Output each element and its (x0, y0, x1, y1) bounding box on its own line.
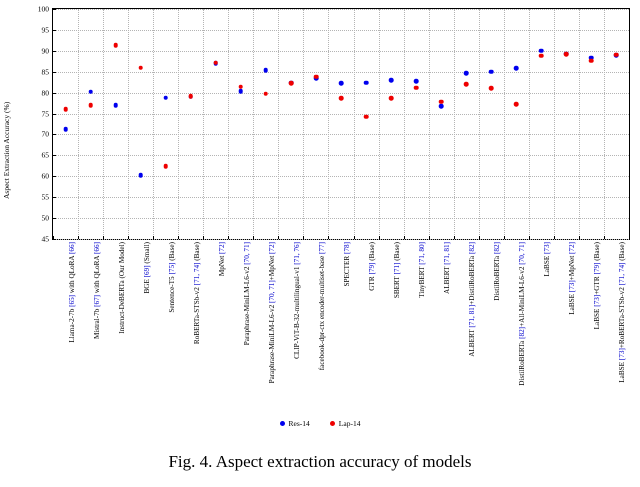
y-gridline (53, 239, 629, 240)
y-tick-label: 50 (41, 213, 49, 223)
y-gridline (53, 9, 629, 10)
y-tick-mark (53, 51, 56, 52)
x-gridline (404, 9, 405, 239)
x-gridline (379, 9, 380, 239)
y-tick-label: 75 (41, 109, 49, 119)
y-gridline (53, 155, 629, 156)
data-point (339, 81, 344, 86)
x-gridline (228, 9, 229, 239)
x-tick-mark (178, 236, 179, 239)
y-gridline (53, 30, 629, 31)
x-gridline (303, 9, 304, 239)
x-tick-label: ALBERT [71, 81]+DistilRoBERTa [82] (468, 242, 477, 357)
data-point (239, 89, 244, 94)
data-point (213, 60, 218, 65)
x-tick-label: facebook-dpr-ctx encoder-multiset-base [77] (317, 242, 326, 371)
data-point (439, 104, 444, 109)
x-tick-mark (354, 236, 355, 239)
data-point (113, 103, 118, 108)
x-tick-label: LaBSE [73]+GTR [79] (Base) (593, 242, 602, 330)
y-gridline (53, 72, 629, 73)
x-tick-mark (554, 236, 555, 239)
x-gridline (78, 9, 79, 239)
x-tick-label: TinyBERT [71, 80] (418, 242, 427, 298)
data-point (514, 102, 519, 107)
x-tick-mark (103, 236, 104, 239)
data-point (239, 84, 244, 89)
data-point (138, 65, 143, 70)
x-gridline (554, 9, 555, 239)
x-gridline (103, 9, 104, 239)
data-point (489, 69, 494, 74)
x-tick-mark (253, 236, 254, 239)
data-point (464, 71, 469, 76)
y-tick-mark (53, 239, 56, 240)
data-point (389, 96, 394, 101)
x-tick-label: ALBERT [71, 81] (443, 242, 452, 294)
y-tick-label: 85 (41, 67, 49, 77)
y-tick-mark (53, 114, 56, 115)
x-tick-label: DistilRoBERTa [82]+All-MiniLM-L6-v2 [70, 71] (518, 242, 527, 386)
legend-marker-icon (280, 421, 285, 426)
x-tick-mark (303, 236, 304, 239)
data-point (264, 92, 269, 97)
y-tick-mark (53, 155, 56, 156)
x-gridline (504, 9, 505, 239)
x-tick-mark (404, 236, 405, 239)
y-gridline (53, 93, 629, 94)
y-tick-label: 80 (41, 88, 49, 98)
data-point (414, 79, 419, 84)
x-tick-mark (328, 236, 329, 239)
x-gridline (153, 9, 154, 239)
y-tick-label: 65 (41, 150, 49, 160)
data-point (489, 86, 494, 91)
x-tick-label: SBERT [71] (Base) (393, 242, 402, 299)
x-tick-label: DistilRoBERTa [82] (493, 242, 502, 301)
x-tick-mark (203, 236, 204, 239)
x-tick-label: LaBSE [73] (543, 242, 552, 277)
data-point (364, 80, 369, 85)
y-tick-mark (53, 72, 56, 73)
x-tick-label: LaBSE [73]+RoBERTa-STSb-v2 [71, 74] (Base) (618, 242, 627, 383)
x-tick-mark (529, 236, 530, 239)
y-gridline (53, 134, 629, 135)
data-point (539, 54, 544, 59)
x-tick-mark (479, 236, 480, 239)
data-point (439, 100, 444, 105)
x-gridline (479, 9, 480, 239)
data-point (339, 96, 344, 101)
x-gridline (579, 9, 580, 239)
x-tick-label: GTR [79] (Base) (368, 242, 377, 291)
data-point (414, 85, 419, 90)
x-tick-label: CLIP-ViT-B-32-multilingual-v1 [71, 76] (292, 242, 301, 359)
data-point (113, 43, 118, 48)
data-point (63, 107, 68, 112)
x-tick-mark (629, 236, 630, 239)
x-gridline (203, 9, 204, 239)
x-gridline (128, 9, 129, 239)
data-point (88, 103, 93, 108)
x-tick-mark (604, 236, 605, 239)
x-axis-tick-labels (52, 242, 630, 412)
x-tick-mark (128, 236, 129, 239)
y-gridline (53, 218, 629, 219)
x-tick-label: SPECTER [78] (343, 242, 351, 287)
data-point (188, 94, 193, 99)
data-point (514, 66, 519, 71)
y-tick-mark (53, 218, 56, 219)
x-tick-label: Mistral-7b [67] with QLoRA [66] (92, 242, 101, 340)
data-point (589, 59, 594, 64)
data-point (163, 164, 168, 169)
x-tick-label: Llama-2-7b [65] with QLoRA [66] (67, 242, 76, 343)
data-point (564, 52, 569, 57)
y-gridline (53, 114, 629, 115)
x-tick-label: LaBSE [73]+MpNet [72] (568, 242, 577, 315)
x-tick-label: Paraphrase-MiniLM-L6-v2 [70, 71]+MpNet [72] (267, 242, 276, 384)
legend-label: Res-14 (288, 418, 310, 428)
plot-area (37, 4, 630, 244)
x-gridline (454, 9, 455, 239)
data-point (138, 173, 143, 178)
x-tick-label: Instruct-DeBERTa (Our Model) (117, 242, 126, 334)
data-point (314, 74, 319, 79)
x-tick-mark (78, 236, 79, 239)
x-tick-mark (278, 236, 279, 239)
x-gridline (604, 9, 605, 239)
x-tick-mark (454, 236, 455, 239)
x-tick-mark (504, 236, 505, 239)
y-tick-label: 90 (41, 46, 49, 56)
y-gridline (53, 197, 629, 198)
figure-caption: Fig. 4. Aspect extraction accuracy of models (168, 452, 472, 471)
data-point (88, 90, 93, 95)
x-tick-label: BGE [69] (Small) (142, 242, 151, 294)
x-tick-mark (53, 236, 54, 239)
legend-entry (280, 418, 310, 428)
x-gridline (278, 9, 279, 239)
data-point (464, 82, 469, 87)
y-tick-mark (53, 134, 56, 135)
legend-marker-icon (330, 421, 335, 426)
x-gridline (178, 9, 179, 239)
x-tick-mark (429, 236, 430, 239)
legend-entry (330, 418, 361, 428)
data-point (539, 49, 544, 54)
y-tick-mark (53, 176, 56, 177)
x-tick-mark (228, 236, 229, 239)
data-point (289, 81, 294, 86)
y-tick-mark (53, 197, 56, 198)
data-point (364, 115, 369, 120)
y-tick-label: 70 (41, 129, 49, 139)
x-tick-mark (379, 236, 380, 239)
x-tick-label: RoBERTa-STSb-v2 [71, 74] (Base) (192, 242, 201, 345)
data-point (63, 127, 68, 132)
y-tick-label: 55 (41, 192, 49, 202)
data-point (163, 95, 168, 100)
x-gridline (253, 9, 254, 239)
x-tick-mark (579, 236, 580, 239)
y-tick-label: 45 (41, 234, 49, 244)
x-tick-label: Paraphrase-MiniLM-L6-v2 [70, 71] (242, 242, 251, 346)
legend-label: Lap-14 (338, 418, 361, 428)
data-point (264, 68, 269, 73)
y-tick-mark (53, 9, 56, 10)
chart-legend (0, 418, 640, 428)
x-tick-mark (153, 236, 154, 239)
x-tick-label: Sentence-T5 [75] (Base) (167, 242, 176, 313)
y-axis-label: Aspect Extraction Accuracy (%) (2, 101, 11, 199)
y-tick-label: 60 (41, 171, 49, 181)
data-point (389, 78, 394, 83)
x-tick-label: MpNet [72] (217, 242, 226, 277)
x-gridline (429, 9, 430, 239)
data-point (614, 52, 619, 57)
x-gridline (354, 9, 355, 239)
y-tick-label: 95 (41, 25, 49, 35)
y-tick-mark (53, 93, 56, 94)
y-tick-label: 100 (37, 4, 49, 14)
x-gridline (529, 9, 530, 239)
y-tick-mark (53, 30, 56, 31)
x-gridline (328, 9, 329, 239)
